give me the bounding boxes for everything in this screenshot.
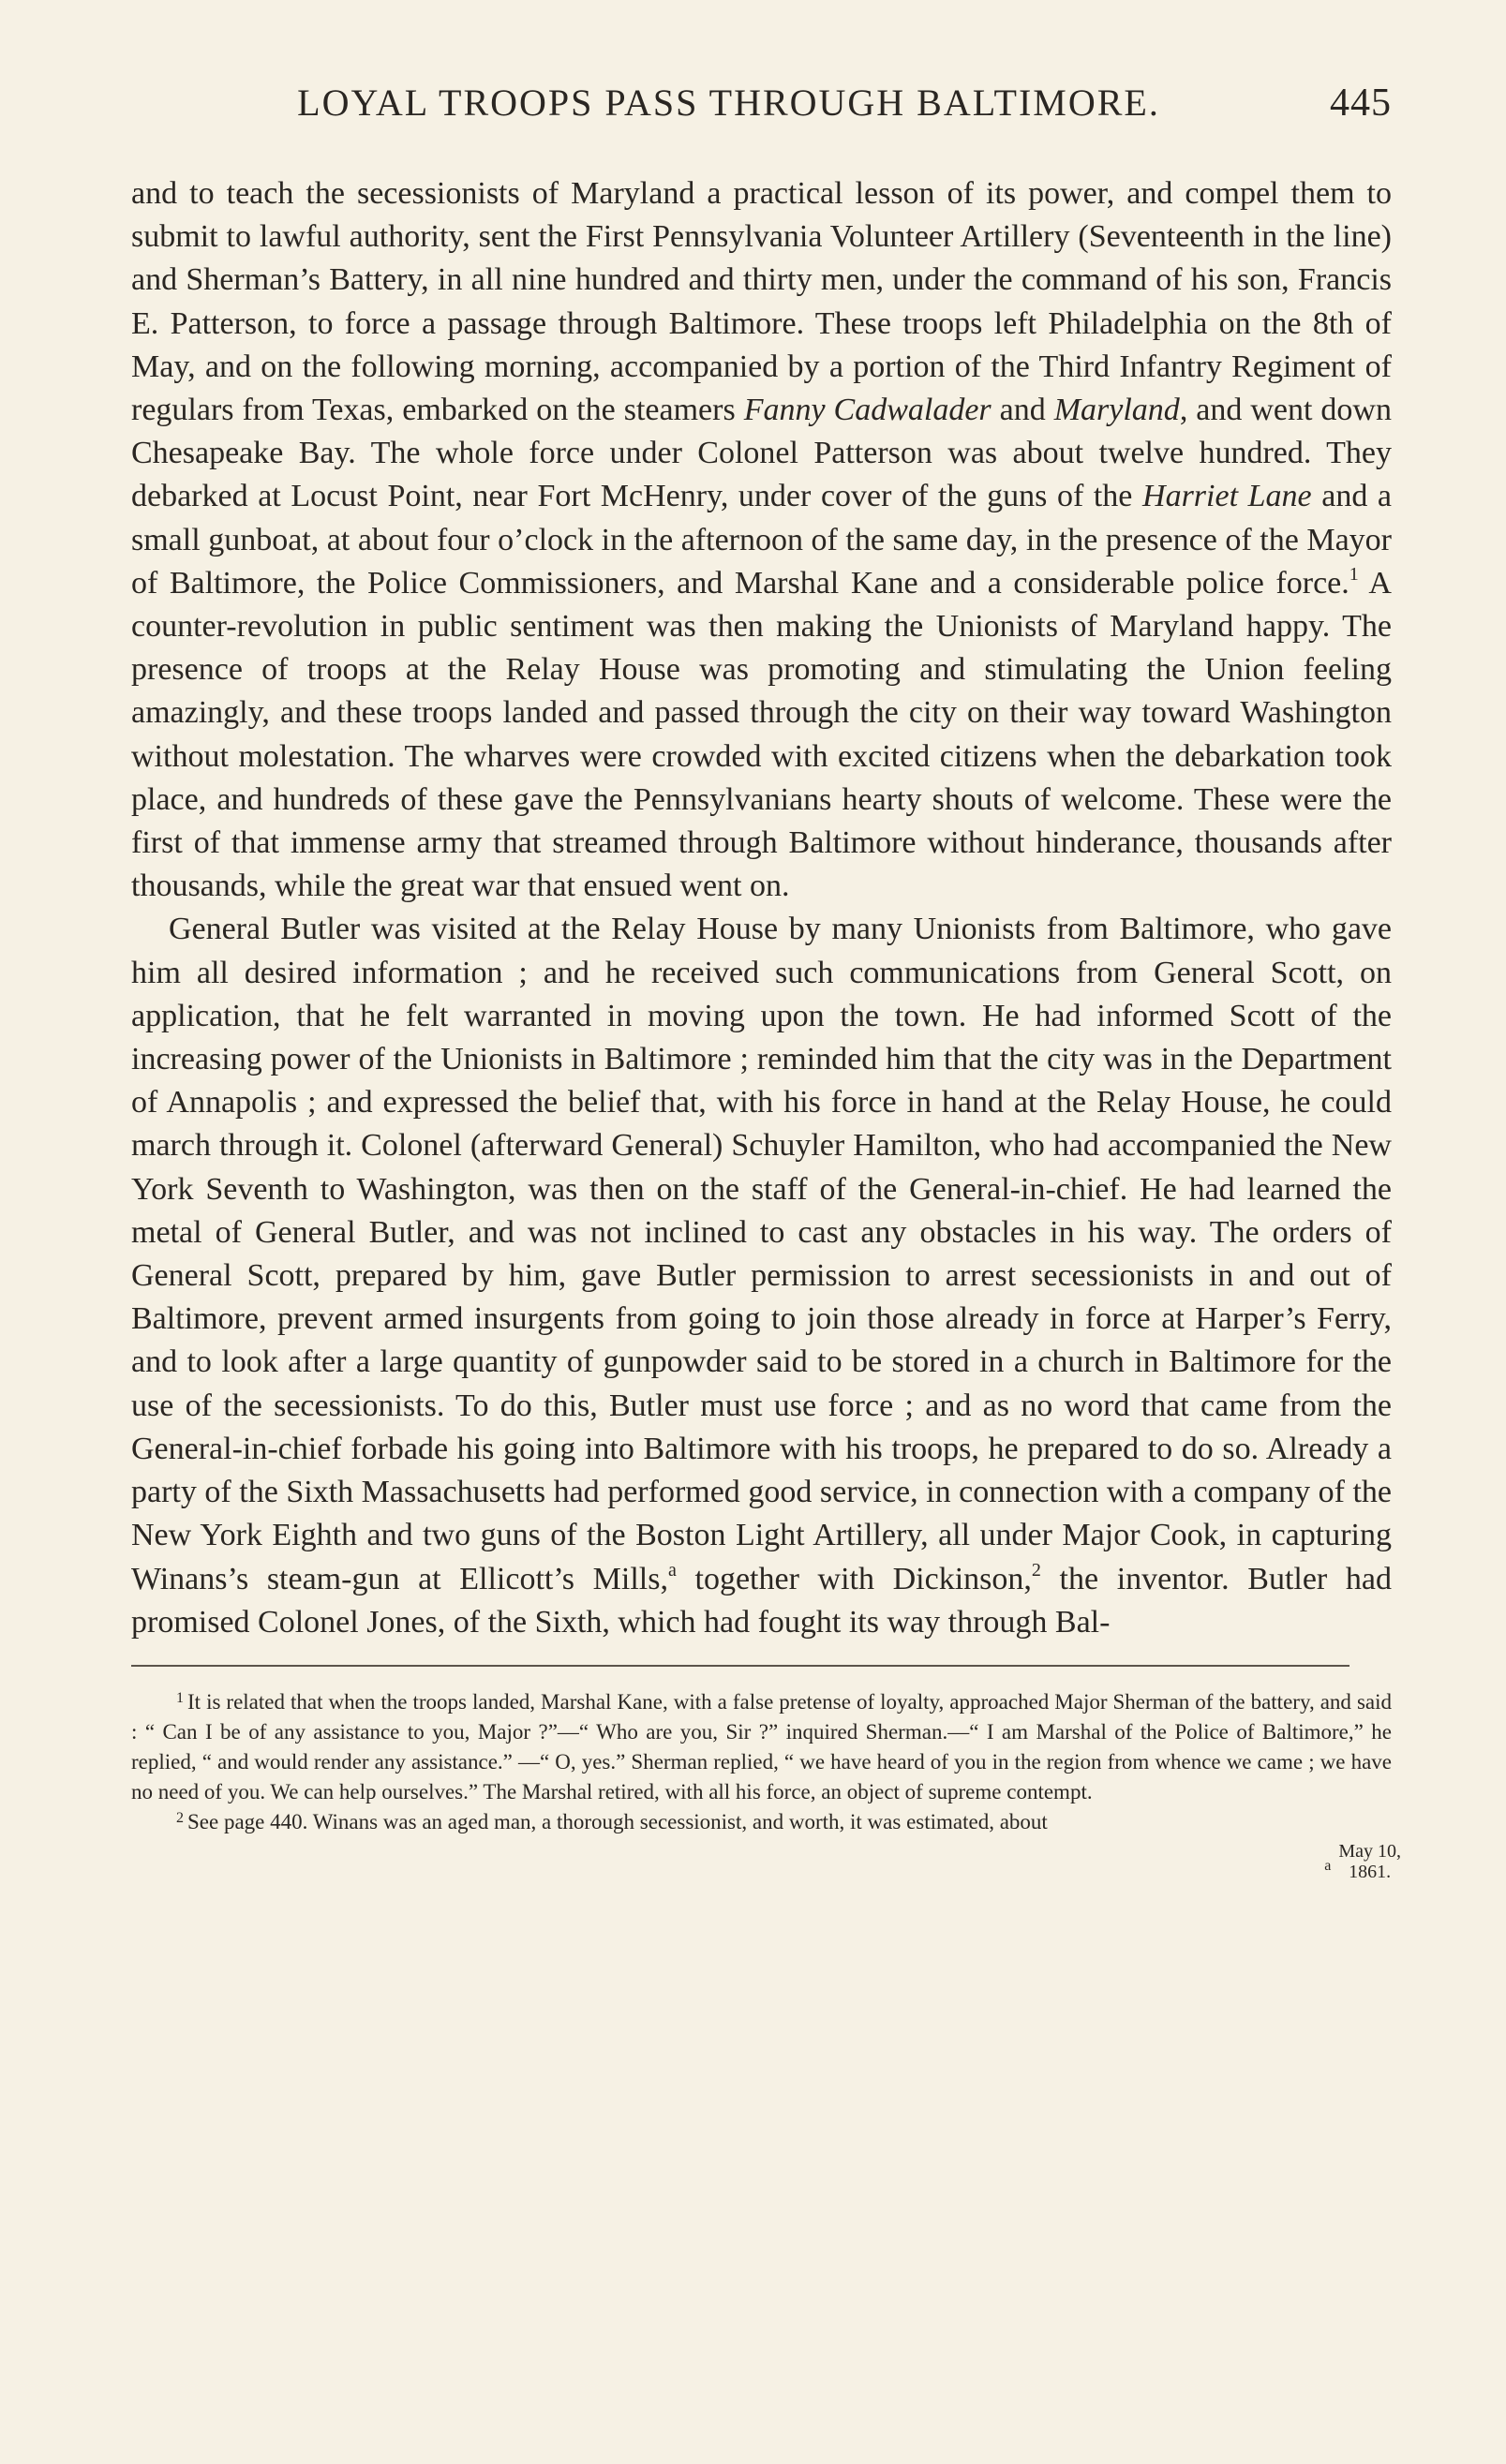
book-page bbox=[131, 75, 1401, 2436]
margin-date-note bbox=[1324, 1841, 1401, 1882]
margin-note-ref: a bbox=[667, 1559, 677, 1581]
paragraph-2-text-c: the inventor. Butler had promised Colonel Jones, of the Sixth, which had fought its way through Bal- bbox=[131, 1561, 1392, 1640]
running-head bbox=[131, 75, 1392, 131]
ship-name-harriet-lane: Harriet Lane bbox=[1142, 479, 1312, 514]
footnote-2 bbox=[131, 1807, 1392, 1837]
main-text bbox=[131, 172, 1392, 1644]
paragraph-1-text-b: and bbox=[991, 393, 1054, 428]
paragraph-2-text-a: General Butler was visited at the Relay House by many Unionists from Baltimore, who gave him all desired information ; and he received such communications from General Scott, on application, that he felt warranted in moving upon the town. He had informed Scott of the increasing power of the Unionists in Baltimore ; reminded him that the city was in the Department of Annapolis ; and expressed the belief that, with his force in hand at the Relay House, he could march through it. Colonel (afterward General) Schuyler Hamilton, who had accompanied the New York Seventh to Washington, was then on the staff of the General-in-chief. He had learned the metal of General Butler, and was not inclined to cast any obstacles in his way. The orders of General Scott, prepared by him, gave Butler permission to arrest secessionists in and out of Baltimore, prevent armed insurgents from going to join those already in force at Harper’s Ferry, and to look after a large quantity of gunpowder said to be stored in a church in Baltimore for the use of the secessionists. To do this, Butler must use force ; and as no word that came from the General-in-chief forbade his going into Baltimore with his troops, he prepared to do so. Already a party of the Sixth Massachusetts had performed good service, in connection with a company of the New York Eighth and two guns of the Boston Light Artillery, all under Major Cook, in capturing Winans’s steam-gun at Ellicott’s Mills, bbox=[131, 912, 1392, 1596]
footnotes bbox=[131, 1687, 1392, 1837]
ship-name-maryland: Maryland bbox=[1053, 393, 1180, 428]
footnote-rule bbox=[131, 1665, 1349, 1667]
footnote-2-text: See page 440. Winans was an aged man, a thorough secessionist, and worth, it was estimated, about bbox=[187, 1809, 1048, 1833]
margin-note-line-1: May 10, bbox=[1338, 1841, 1401, 1862]
footnote-ref-1: 1 bbox=[1349, 563, 1359, 585]
footnote-2-number: 2 bbox=[176, 1809, 184, 1826]
paragraph-1-text-e: A counter-revolution in public sentiment was then making the Unionists of Maryland happy. The presence of troops at the Relay House was promoting and stimulating the Union feeling amazingly, and these troops landed and passed through the city on their way toward Washington without molestation. The wharves were crowded with excited citizens when the debarkation took place, and hundreds of these gave the Pennsylvanians hearty shouts of welcome. These were the first of that immense army that streamed through Baltimore without hinderance, thousands after thousands, while the great war that ensued went on. bbox=[131, 565, 1392, 904]
margin-note-mark: a bbox=[1324, 1858, 1332, 1874]
paragraph-1 bbox=[131, 172, 1392, 908]
page-number: 445 bbox=[1330, 82, 1392, 125]
footnote-1 bbox=[131, 1687, 1392, 1807]
paragraph-2 bbox=[131, 908, 1392, 1643]
paragraph-2-text-b: together with Dickinson, bbox=[676, 1561, 1032, 1596]
footnote-1-number: 1 bbox=[176, 1689, 184, 1706]
footnote-ref-2: 2 bbox=[1031, 1559, 1041, 1581]
paragraph-1-text-a: and to teach the secessionists of Maryland a practical lesson of its power, and compel them to submit to lawful authority, sent the First Pennsylvania Volunteer Artillery (Seventeenth in the line) and Sherman’s Battery, in all nine hundred and thirty men, under the command of his son, Francis E. Patterson, to force a passage through Baltimore. These troops left Philadelphia on the 8th of May, and on the following morning, accompanied by a portion of the Third Infantry Regiment of regulars from Texas, embarked on the steamers bbox=[131, 176, 1392, 428]
ship-name-fanny-cadwalader: Fanny Cadwalader bbox=[743, 393, 992, 428]
paragraph-1-text-d: and a small gunboat, at about four o’clock in the afternoon of the same day, in the presence of the Mayor of Baltimore, the Police Commissioners, and Marshal Kane and a considerable police force. bbox=[131, 479, 1393, 601]
margin-note-date bbox=[1338, 1841, 1401, 1882]
footnote-1-text: It is related that when the troops landed, Marshal Kane, with a false pretense of loyalty, approached Major Sherman of the battery, and said : “ Can I be of any assistance to you, Major ?”—“ Who are you, Sir ?” inquired Sherman.—“ I am Marshal of the Police of Baltimore,” he replied, “ and would render any assistance.” —“ O, yes.” Sherman replied, “ we have heard of you in the region from whence we came ; we have no need of you. We can help ourselves.” The Marshal retired, with all his force, an object of supreme contempt. bbox=[131, 1689, 1392, 1803]
margin-note-line-2: 1861. bbox=[1349, 1862, 1392, 1882]
running-head-title: LOYAL TROOPS PASS THROUGH BALTIMORE. bbox=[297, 82, 1160, 124]
paragraph-1-text-c: , and went down Chesapeake Bay. The whole force under Colonel Patterson was about twelve hundred. They debarked at Locust Point, near Fort McHenry, under cover of the guns of the bbox=[131, 393, 1392, 514]
